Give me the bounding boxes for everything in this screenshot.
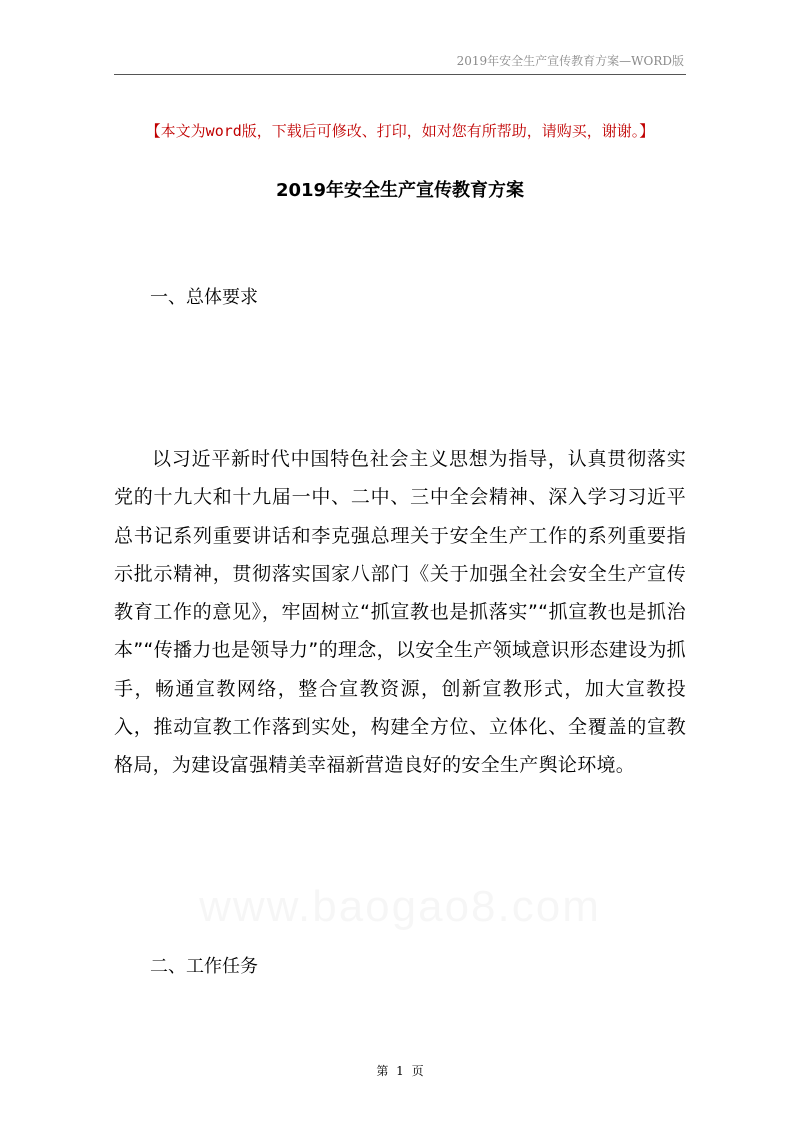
section-heading-general-requirements: 一、总体要求: [150, 287, 258, 308]
header-divider: [114, 74, 686, 75]
body-paragraph: 以习近平新时代中国特色社会主义思想为指导，认真贯彻落实党的十九大和十九届一中、二中、三中全会精神、深入学习习近平总书记系列重要讲话和李克强总理关于安全生产工作的系列重要指示批示精神，贯彻落实国家八部门《关于加强全社会安全生产宣传教育工作的意见》，牢固树立“抓宣教也是抓落实”“抓宣教也是抓治本”“传播力也是领导力”的理念，以安全生产领域意识形态建设为抓手，畅通宣教网络，整合宣教资源，创新宣教形式，加大宣教投入，推动宣教工作落到实处，构建全方位、立体化、全覆盖的宣教格局，为建设富强精美幸福新营造良好的安全生产舆论环境。: [114, 448, 686, 777]
page-number: 第 1 页: [376, 1064, 424, 1078]
watermark: [0, 882, 800, 932]
running-header: 2019年安全生产宣传教育方案—WORD版: [456, 54, 684, 68]
section-heading-work-tasks: 二、工作任务: [150, 956, 258, 977]
document-title: 2019年安全生产宣传教育方案: [275, 180, 525, 201]
purchase-notice: 【本文为word版，下载后可修改、打印，如对您有所帮助，请购买，谢谢。】: [145, 122, 655, 140]
